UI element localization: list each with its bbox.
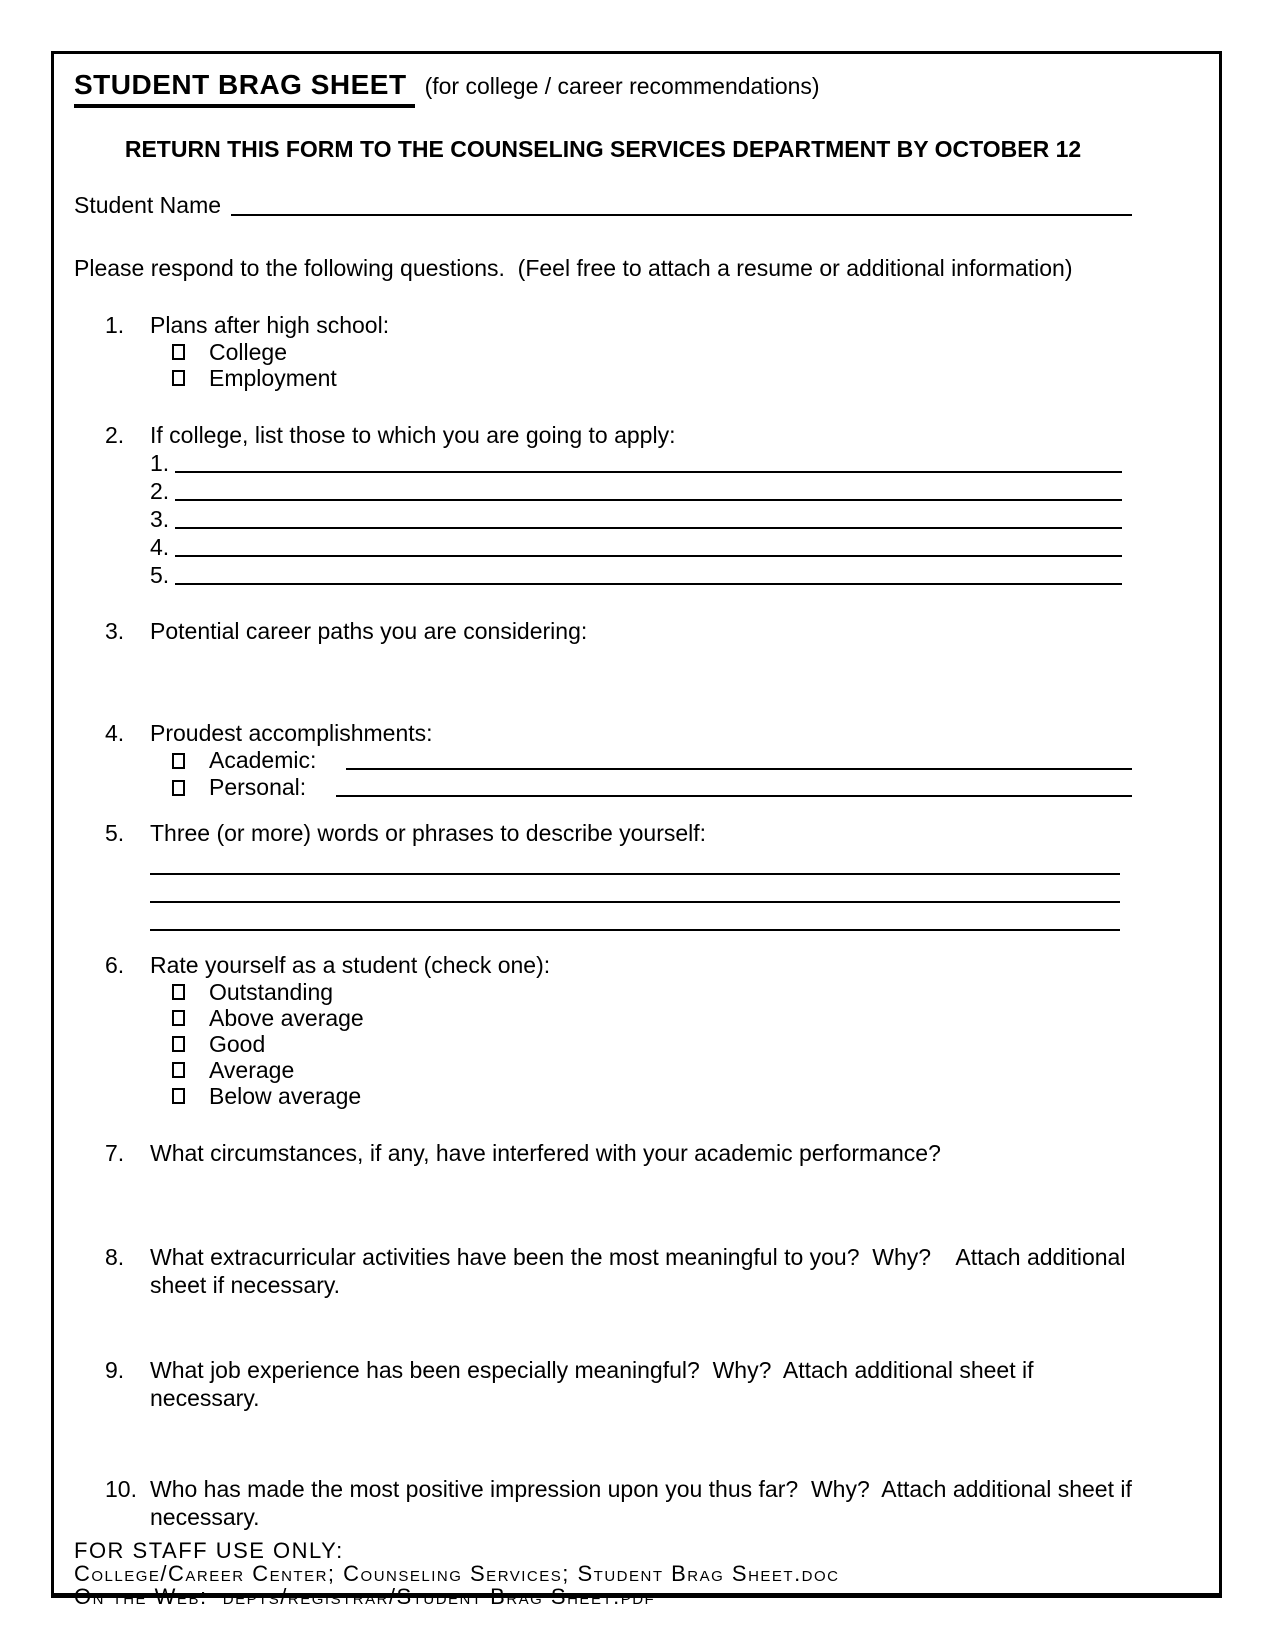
checkbox[interactable] [172,753,185,769]
question-number: 7. [105,1140,125,1166]
footer-doc-reference: College/Career Center; Counseling Services; Student Brag Sheet.doc [74,1561,840,1586]
checkbox[interactable] [172,1088,185,1104]
write-in-line[interactable] [150,847,1120,875]
write-in-line[interactable] [150,875,1120,903]
write-in-line[interactable] [175,527,1122,529]
question-text: Who has made the most positive impression upon you thus far? Why? Attach additional sheet if necessary. [150,1476,1139,1530]
question-text: What circumstances, if any, have interfered with your academic performance? [150,1140,941,1166]
write-in-line[interactable] [175,499,1122,501]
checkbox-label: Below average [209,1083,362,1109]
option-outstanding [172,979,1132,1005]
blank-number: 4. [150,534,170,560]
question-6 [105,951,1132,979]
question-number: 2. [105,422,125,448]
question-10 [105,1475,1139,1531]
page-border [51,51,1222,1609]
checkbox-label: College [209,339,287,365]
question-3 [105,617,1132,645]
write-in-line[interactable] [175,583,1122,585]
college-blank-row [150,505,1122,533]
student-name-write-in-line[interactable] [231,214,1132,216]
option-average [172,1057,1132,1083]
blank-number: 5. [150,562,170,588]
blank-number: 2. [150,478,170,504]
checkbox-label: Above average [209,1005,364,1031]
question-number: 10. [105,1476,137,1502]
checkbox[interactable] [172,370,185,386]
checkbox-label: Employment [209,365,337,391]
student-name-row [74,190,1132,220]
checkbox[interactable] [172,1010,185,1026]
write-in-line[interactable] [150,903,1120,931]
question-1 [105,311,1132,339]
question-number: 8. [105,1244,125,1270]
question-number: 6. [105,952,125,978]
college-blank-row [150,533,1122,561]
college-blank-row [150,477,1122,505]
question-text: Potential career paths you are considering: [150,618,588,644]
page-title: STUDENT BRAG SHEET [74,68,415,108]
write-in-line[interactable] [175,471,1122,473]
question-text: Plans after high school: [150,312,390,338]
write-in-line[interactable] [175,555,1122,557]
blank-number: 3. [150,506,170,532]
staff-use-only-label: FOR STAFF USE ONLY: [74,1538,344,1563]
college-blank-row [150,561,1122,589]
question-text: Rate yourself as a student (check one): [150,952,551,978]
option-good [172,1031,1132,1057]
question-number: 4. [105,720,125,746]
option-below-average [172,1083,1132,1109]
intro-text: Please respond to the following questions. (Feel free to attach a resume or additional information) [74,255,1073,281]
checkbox-label: Average [209,1057,295,1083]
title-row [74,68,1132,108]
option-college [172,339,1132,365]
checkbox[interactable] [172,344,185,360]
personal-blank-row [172,774,1132,801]
question-5 [105,819,1132,847]
question-text: What job experience has been especially meaningful? Why? Attach additional sheet if necessary. [150,1357,1040,1411]
question-number: 9. [105,1357,125,1383]
question-4 [105,719,1132,747]
checkbox[interactable] [172,1062,185,1078]
footer-web-reference: On the Web: depts/registrar/Student Brag Sheet.pdf [74,1584,656,1609]
write-in-line[interactable] [346,768,1132,770]
student-name-label: Student Name [74,192,222,218]
academic-blank-row [172,747,1132,774]
checkbox-label: Academic: [209,747,317,773]
checkbox[interactable] [172,1036,185,1052]
question-number: 3. [105,618,125,644]
question-9 [105,1356,1132,1412]
college-blank-row [150,449,1122,477]
question-8 [105,1243,1132,1299]
checkbox-label: Outstanding [209,979,334,1005]
checkbox-label: Good [209,1031,266,1057]
question-text: What extracurricular activities have been the most meaningful to you? Why? Attach additional sheet if necessary. [150,1244,1132,1298]
question-number: 1. [105,312,125,338]
blank-number: 1. [150,450,170,476]
checkbox-label: Personal: [209,774,307,800]
question-2 [105,421,1132,449]
return-notice: RETURN THIS FORM TO THE COUNSELING SERVICES DEPARTMENT BY OCTOBER 12 [124,136,1082,162]
write-in-line[interactable] [336,795,1132,797]
checkbox[interactable] [172,780,185,796]
question-number: 5. [105,820,125,846]
question-text: Three (or more) words or phrases to describe yourself: [150,820,707,846]
question-text: If college, list those to which you are going to apply: [150,422,676,448]
option-employment [172,365,1132,391]
checkbox[interactable] [172,984,185,1000]
question-text: Proudest accomplishments: [150,720,433,746]
form-content [54,68,1219,1608]
page-title-suffix: (for college / career recommendations) [424,73,820,99]
question-7 [105,1139,1132,1167]
option-above-average [172,1005,1132,1031]
